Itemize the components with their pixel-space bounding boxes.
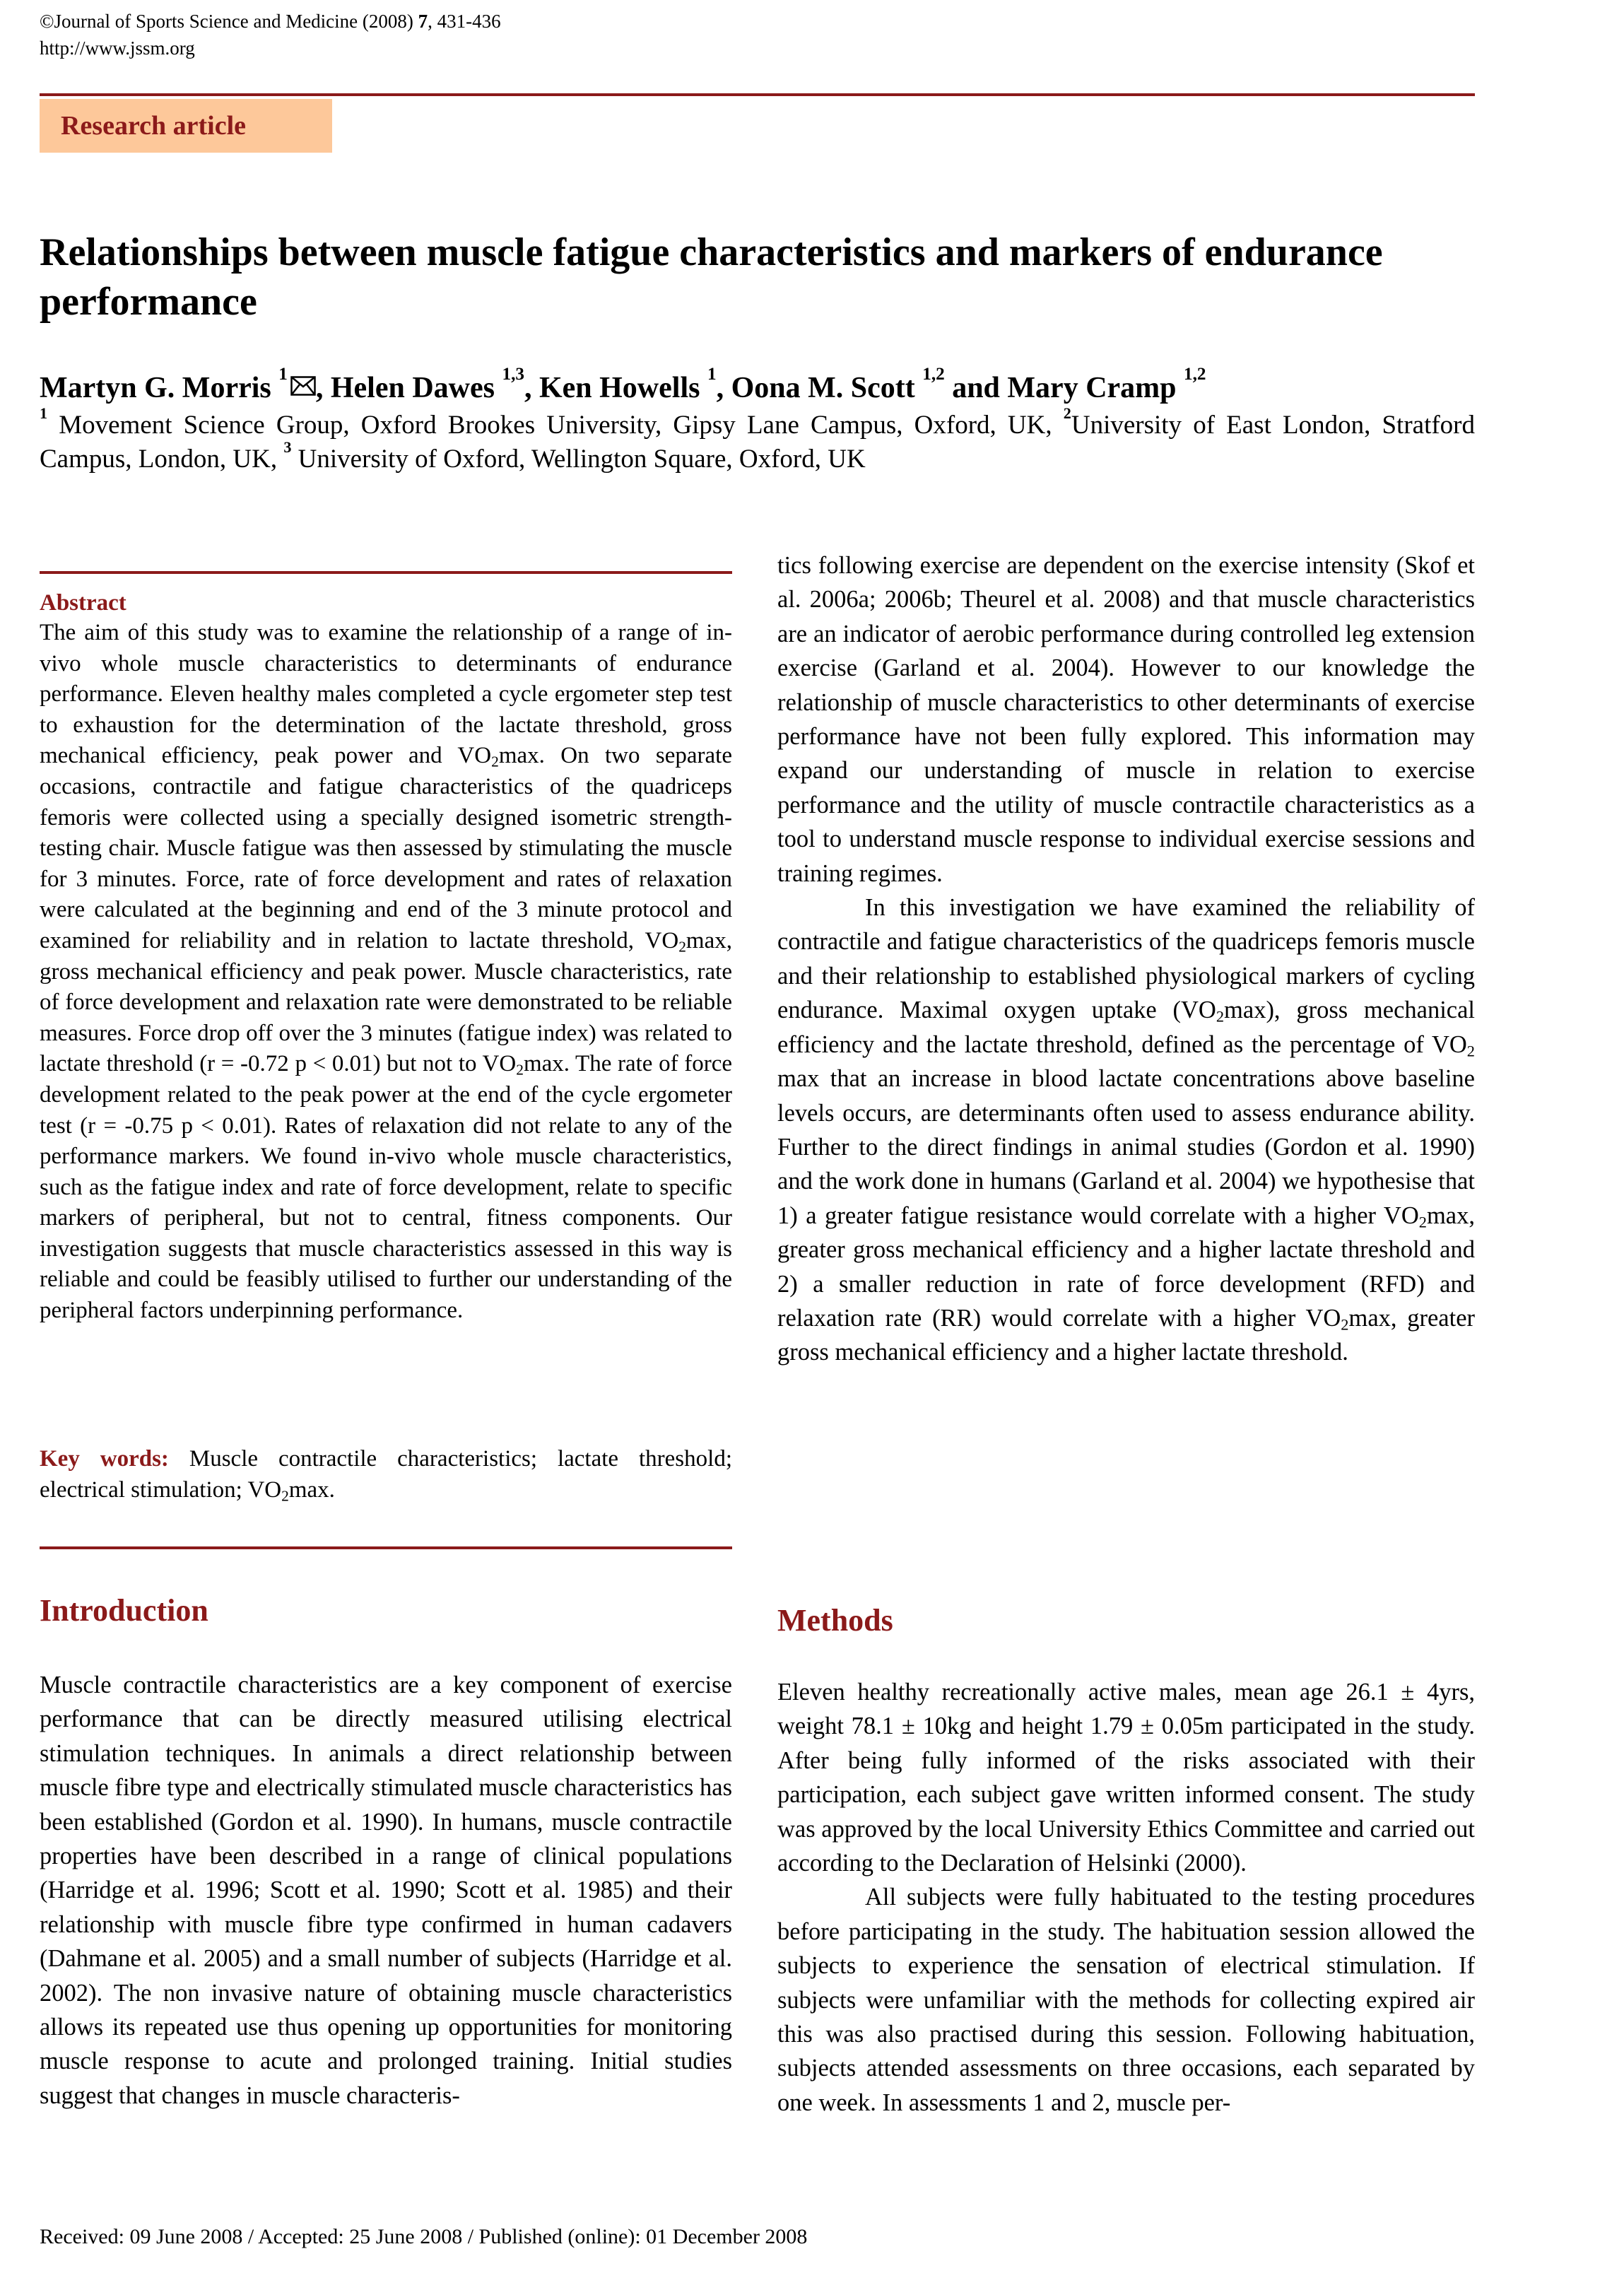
author-name: Martyn G. Morris xyxy=(40,372,279,404)
abstract-top-divider xyxy=(40,571,732,574)
methods-body xyxy=(777,1675,1475,2120)
author-affiliation-mark: 1,2 xyxy=(1184,364,1206,384)
header-divider xyxy=(40,93,1475,96)
subscript: 2 xyxy=(1418,1213,1427,1231)
affiliation-text: Movement Science Group, Oxford Brookes University, Gipsy Lane Campus, Oxford, UK, xyxy=(47,411,1064,440)
subscript: 2 xyxy=(1216,1007,1225,1026)
keywords xyxy=(40,1444,732,1505)
abstract-text xyxy=(40,618,732,1327)
journal-pages: , 431-436 xyxy=(428,11,501,32)
introduction-continued xyxy=(777,548,1475,1370)
abstract-heading: Abstract xyxy=(40,590,126,616)
paragraph-segment: max that an increase in blood lactate concentrations above baseline levels occurs, are determinants often used to assess endurance ability. Further to the direct findings in animal studies (Gordon et al. 1990) and the work done in humans (Garland et al. 2004) we hypothesise that 1) a greater fatigue resistance would correlate with a higher VO xyxy=(777,1065,1475,1229)
journal-citation xyxy=(40,10,501,33)
article-type-label: Research article xyxy=(61,111,247,141)
author-affiliation-mark: 1,2 xyxy=(922,364,945,384)
subscript: 2 xyxy=(678,938,686,956)
subscript: 2 xyxy=(281,1486,289,1504)
author-affiliation-mark: 1,3 xyxy=(502,364,524,384)
author-name: , Ken Howells xyxy=(524,372,707,404)
methods-paragraph: All subjects were fully habituated to the testing procedures before participating in the study. The habituation session allowed the subjects to experience the sensation of electrical stimulation. If subjects were unfamiliar with the methods for collecting expired air this was also practised during this session. Following habituation, subjects attended assessments on three occasions, each separated by one week. In assessments 1 and 2, muscle per- xyxy=(777,1884,1475,2116)
affiliation-mark: 2 xyxy=(1063,404,1071,422)
keywords-label: Key words: xyxy=(40,1446,169,1472)
envelope-icon[interactable] xyxy=(290,369,316,389)
abstract-segment: max. On two separate occasions, contractile and fatigue characteristics of the quadriceps femoris were collected using a specially designed isometric strength-testing chair. Muscle fatigue was then assessed by stimulating the muscle for 3 minutes. Force, rate of force development and rates of relaxation were calculated at the beginning and end of the 3 minute protocol and examined for reliability and in relation to lactate threshold, VO xyxy=(40,743,732,953)
author-name: and Mary Cramp xyxy=(944,372,1184,404)
introduction-body xyxy=(40,1668,732,2113)
paragraph-segment: max), gross mechanical efficiency and the lactate threshold, defined as the percentage of VO xyxy=(777,997,1476,1058)
subscript: 2 xyxy=(1466,1042,1475,1060)
author-name: , Helen Dawes xyxy=(315,372,502,404)
author-list xyxy=(40,364,1475,406)
abstract-segment: max. The rate of force development related to the peak power at the end of the cycle ergometer test (r = -0.75 p < 0.01). Rates of relaxation did not relate to any of the performance markers. We found in-vivo whole muscle characteristics, such as the fatigue index and rate of force development, relate to specific markers of peripheral, but not to central, fitness components. Our investigation suggests that muscle characteristics assessed in this way is reliable and could be feasibly utilised to further our understanding of the peripheral factors underpinning performance. xyxy=(40,1051,732,1324)
article-type-badge xyxy=(40,99,332,153)
introduction-heading: Introduction xyxy=(40,1593,208,1628)
affiliations xyxy=(40,404,1475,476)
affiliation-text: University of Oxford, Wellington Square, Oxford, UK xyxy=(291,445,866,474)
abstract-segment: The aim of this study was to examine the relationship of a range of in-vivo whole muscle characteristics to determinants of endurance performance. Eleven healthy males completed a cycle ergometer step test to exhaustion for the determination of the lactate threshold, gross mechanical efficiency, peak power and VO xyxy=(40,620,732,769)
affiliation-mark: 3 xyxy=(283,438,292,456)
keywords-text: max. xyxy=(288,1476,335,1503)
journal-url[interactable]: http://www.jssm.org xyxy=(40,37,195,59)
paragraph-segment: max, greater gross mechanical efficiency and a higher lactate threshold and 2) a smaller reduction in rate of force development (RFD) and relaxation rate (RR) would correlate with a higher VO xyxy=(777,1202,1475,1332)
journal-prefix: ©Journal of Sports Science and Medicine (2008) xyxy=(40,11,418,32)
subscript: 2 xyxy=(516,1061,524,1079)
methods-paragraph: Eleven healthy recreationally active males, mean age 26.1 ± 4yrs, weight 78.1 ± 10kg and height 1.79 ± 0.05m participated in the study. After being fully informed of the risks associated with their participation, each subject gave written informed consent. The study was approved by the local University Ethics Committee and carried out according to the Declaration of Helsinki (2000). xyxy=(777,1679,1475,1877)
paragraph-segment: max, greater gross mechanical efficiency and a higher lactate threshold. xyxy=(777,1304,1475,1366)
paragraph-segment: In this investigation we have examined the reliability of contractile and fatigue characteristics of the quadriceps femoris muscle and their relationship to established physiological markers of cycling endurance. Maximal oxygen uptake (VO xyxy=(777,894,1475,1024)
author-name: , Oona M. Scott xyxy=(716,372,923,404)
introduction-paragraph: tics following exercise are dependent on the exercise intensity (Skof et al. 2006a; 2006b; Theurel et al. 2008) and that muscle characteristics are an indicator of aerobic performance during controlled leg extension exercise (Garland et al. 2004). However to our knowledge the relationship of muscle characteristics to other determinants of exercise performance have not been fully explored. This information may expand our understanding of muscle in relation to exercise performance and the utility of muscle contractile characteristics as a tool to understand muscle response to individual exercise sessions and training regimes. xyxy=(777,552,1475,887)
article-title: Relationships between muscle fatigue characteristics and markers of endurance performance xyxy=(40,230,1383,324)
methods-heading: Methods xyxy=(777,1603,893,1638)
affiliation-mark: 1 xyxy=(40,404,48,422)
abstract-bottom-divider xyxy=(40,1546,732,1549)
keywords-text: Muscle contractile characteristics; lactate threshold; electrical stimulation; VO xyxy=(40,1446,732,1503)
affiliation-text: University of East London, Stratford Campus, London, UK, xyxy=(40,411,1475,474)
introduction-paragraph: Muscle contractile characteristics are a key component of exercise performance that can be directly measured utilising electrical stimulation techniques. In animals a direct relationship between muscle fibre type and electrically stimulated muscle characteristics has been established (Gordon et al. 1990). In humans, muscle contractile properties have been described in a range of clinical populations (Harridge et al. 1996; Scott et al. 1990; Scott et al. 1985) and their relationship with muscle fibre type confirmed in human cadavers (Dahmane et al. 2005) and a small number of subjects (Harridge et al. 2002). The non invasive nature of obtaining muscle characteristics allows its repeated use thus opening up opportunities for monitoring muscle response to acute and prolonged training. Initial studies suggest that changes in muscle characteris- xyxy=(40,1672,732,2109)
author-affiliation-mark: 1 xyxy=(278,364,288,384)
subscript: 2 xyxy=(491,753,499,770)
subscript: 2 xyxy=(1341,1315,1349,1334)
journal-volume: 7 xyxy=(418,11,428,32)
publication-dates: Received: 09 June 2008 / Accepted: 25 June 2008 / Published (online): 01 December 2008 xyxy=(40,2225,808,2248)
introduction-paragraph xyxy=(777,891,1475,1370)
author-affiliation-mark: 1 xyxy=(707,364,717,384)
abstract-segment: max, gross mechanical efficiency and peak power. Muscle characteristics, rate of force development and relaxation rate were demonstrated to be reliable measures. Force drop off over the 3 minutes (fatigue index) was related to lactate threshold (r = -0.72 p < 0.01) but not to VO xyxy=(40,927,732,1077)
